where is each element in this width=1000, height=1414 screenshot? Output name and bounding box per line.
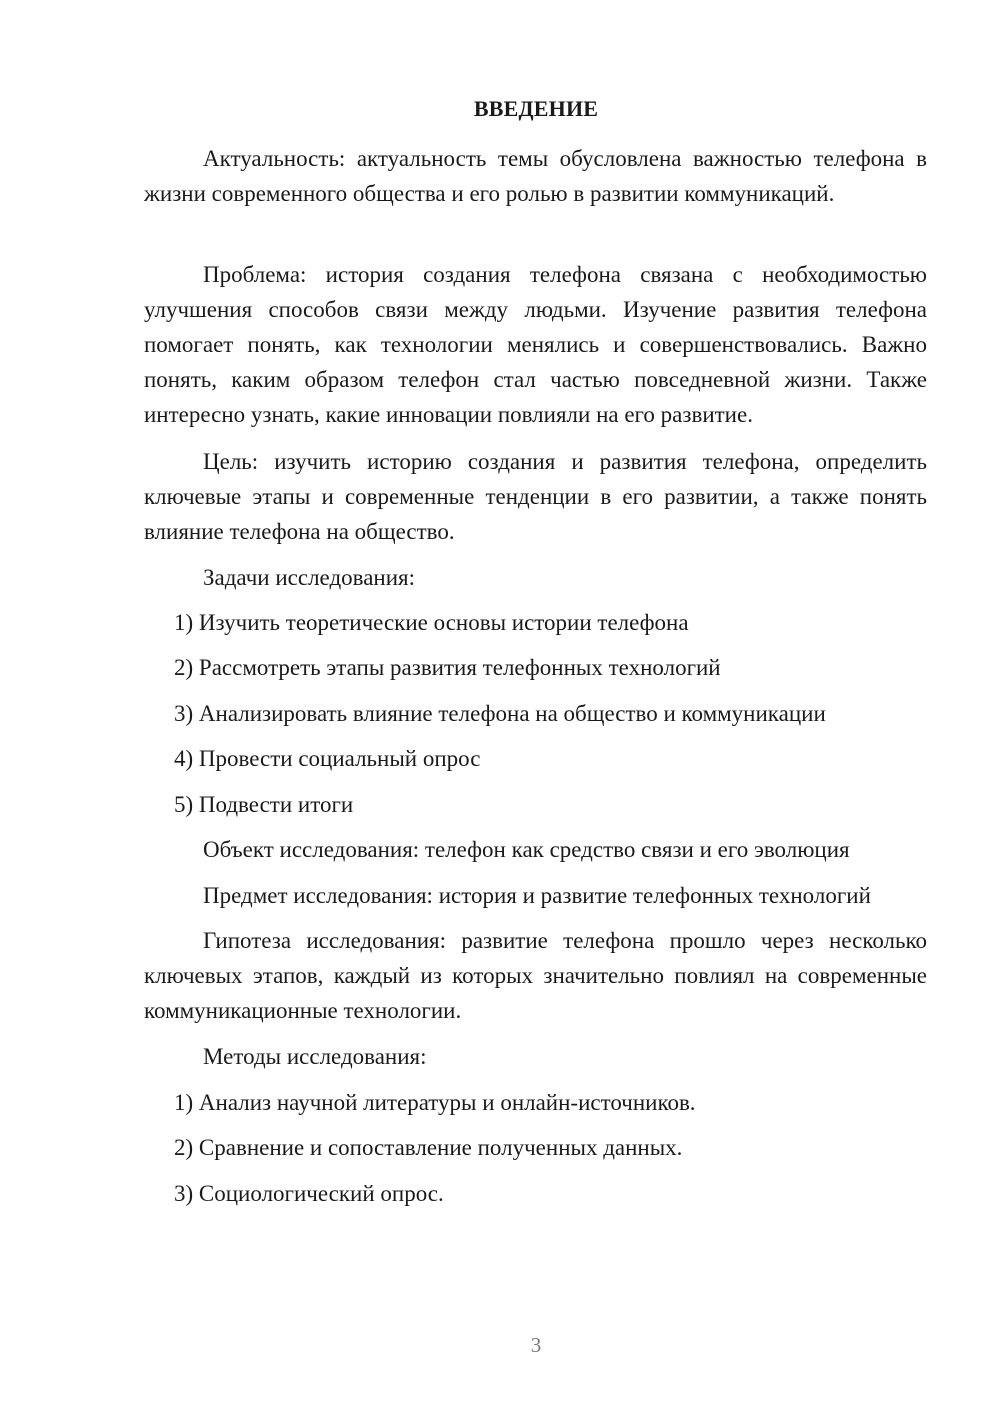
page-number: 3 [530, 1333, 542, 1357]
tasks-heading: Задачи исследования: [203, 565, 416, 590]
task-item: 2) Рассмотреть этапы развития телефонных технологий [174, 655, 721, 680]
relevance-paragraph: Актуальность: актуальность темы обусловлена важностью телефона в жизни современного общества и его ролью в развитии коммуникаций. [144, 146, 927, 206]
task-item: 4) Провести социальный опрос [174, 746, 481, 771]
task-item: 1) Изучить теоретические основы истории телефона [174, 610, 689, 635]
problem-paragraph: Проблема: история создания телефона связана с необходимостью улучшения способов связи между людьми. Изучение развития телефона помогает понять, как технологии менялись и совершенствовались. Важно понять, каким образом телефон стал частью повседневной жизни. Также интересно узнать, какие инновации повлияли на его развитие. [144, 262, 927, 427]
hypothesis-paragraph: Гипотеза исследования: развитие телефона прошло через несколько ключевых этапов, каждый из которых значительно повлиял на современные коммуникационные технологии. [144, 928, 927, 1023]
method-item: 3) Социологический опрос. [174, 1181, 444, 1206]
method-item: 2) Сравнение и сопоставление полученных данных. [174, 1135, 683, 1160]
research-subject: Предмет исследования: история и развитие телефонных технологий [203, 883, 871, 908]
goal-paragraph: Цель: изучить историю создания и развития телефона, определить ключевые этапы и современные тенденции в его развитии, а также понять влияние телефона на общество. [144, 449, 927, 544]
research-object: Объект исследования: телефон как средство связи и его эволюция [203, 837, 850, 862]
page-title: ВВЕДЕНИЕ [473, 96, 599, 121]
task-item: 3) Анализировать влияние телефона на общество и коммуникации [174, 701, 826, 726]
methods-heading: Методы исследования: [203, 1044, 427, 1069]
method-item: 1) Анализ научной литературы и онлайн-источников. [174, 1090, 696, 1115]
task-item: 5) Подвести итоги [174, 792, 354, 817]
